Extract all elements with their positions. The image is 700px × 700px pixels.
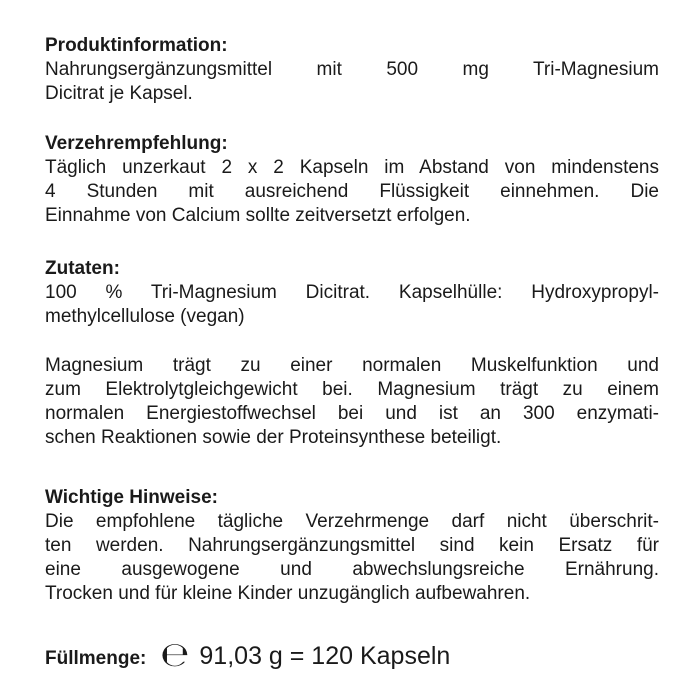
- product-info-section: [45, 33, 659, 106]
- ingredients-text: [45, 281, 659, 329]
- notes-text: [45, 510, 659, 606]
- health-claim-section: [45, 354, 659, 450]
- estimated-sign-icon: ℮: [160, 635, 190, 675]
- health-claim-text: [45, 354, 659, 450]
- ingredients-line: 100 % Tri-Magnesium Dicitrat. Kapselhülle: Hydroxypropyl-: [45, 282, 659, 303]
- recommendation-heading: Verzehrempfehlung:: [45, 133, 228, 154]
- recommendation-section: [45, 131, 659, 228]
- ingredients-section: [45, 256, 659, 329]
- product-info-line: Nahrungsergänzungsmittel mit 500 mg Tri-Magnesium: [45, 59, 659, 80]
- product-info-line: Dicitrat je Kapsel.: [45, 83, 193, 104]
- fill-quantity-row: [45, 635, 659, 675]
- product-info-heading: Produktinformation:: [45, 35, 228, 56]
- health-claim-line: zum Elektrolytgleichgewicht bei. Magnesium trägt zu einem: [45, 379, 659, 400]
- product-info-text: [45, 58, 659, 106]
- fill-quantity-section: [45, 635, 659, 675]
- recommendation-text: [45, 156, 659, 228]
- health-claim-line: Magnesium trägt zu einer normalen Muskelfunktion und: [45, 355, 659, 376]
- notes-line: eine ausgewogene und abwechslungsreiche Ernährung.: [45, 559, 659, 580]
- health-claim-line: schen Reaktionen sowie der Proteinsynthese beteiligt.: [45, 427, 502, 448]
- notes-line: ten werden. Nahrungsergänzungsmittel sind kein Ersatz für: [45, 535, 659, 556]
- recommendation-line: Einnahme von Calcium sollte zeitversetzt erfolgen.: [45, 205, 471, 226]
- ingredients-line: methylcellulose (vegan): [45, 306, 245, 327]
- fill-quantity-value: 91,03 g = 120 Kapseln: [199, 642, 451, 670]
- health-claim-line: normalen Energiestoffwechsel bei und ist an 300 enzymati-: [45, 403, 659, 424]
- notes-section: [45, 485, 659, 606]
- ingredients-heading: Zutaten:: [45, 258, 120, 279]
- recommendation-line: 4 Stunden mit ausreichend Flüssigkeit einnehmen. Die: [45, 181, 659, 202]
- notes-heading: Wichtige Hinweise:: [45, 487, 218, 508]
- notes-line: Trocken und für kleine Kinder unzugänglich aufbewahren.: [45, 583, 531, 604]
- notes-line: Die empfohlene tägliche Verzehrmenge darf nicht überschrit-: [45, 511, 659, 532]
- fill-quantity-label: Füllmenge:: [45, 648, 147, 669]
- recommendation-line: Täglich unzerkaut 2 x 2 Kapseln im Abstand von mindenstens: [45, 157, 659, 178]
